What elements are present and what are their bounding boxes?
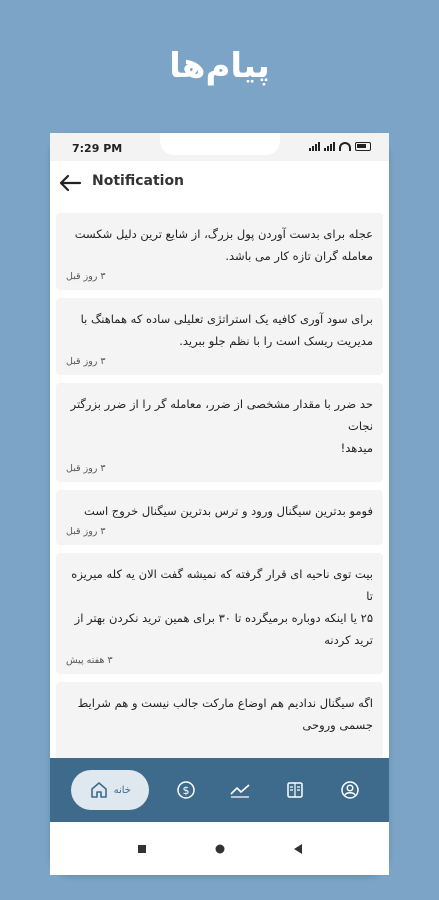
notification-list[interactable] xyxy=(50,213,389,785)
notification-text: فومو بدترین سیگنال ورود و ترس بدترین سیگنال خروج است xyxy=(84,504,373,518)
nav-chart[interactable] xyxy=(222,772,258,808)
book-icon xyxy=(285,780,305,800)
notification-card[interactable] xyxy=(56,213,383,290)
notification-time: ۳ روز قبل xyxy=(66,356,106,367)
back-system-button[interactable] xyxy=(289,840,307,858)
recents-button[interactable] xyxy=(133,840,151,858)
system-navigation xyxy=(50,822,389,875)
nav-dollar[interactable] xyxy=(168,772,204,808)
notification-text: اگه سیگنال ندادیم هم اوضاع مارکت جالب نیست و هم شرایط جسمی وروحی xyxy=(77,696,373,732)
notification-time: ۳ هفته پیش xyxy=(66,655,113,666)
notification-time: ۳ روز قبل xyxy=(66,526,106,537)
home-icon xyxy=(90,781,108,799)
back-triangle-icon xyxy=(293,844,303,854)
notification-text: برای سود آوری کافیه یک استراتژی تعلیلی ساده که هماهنگ با مدیریت ریسک است را با نظم جلو ببرید. xyxy=(80,312,373,348)
notification-time: ۳ روز قبل xyxy=(66,463,106,474)
nav-profile[interactable] xyxy=(332,772,368,808)
chart-icon xyxy=(229,780,251,800)
status-time: 7:29 PM xyxy=(72,142,123,155)
signal-icon-2 xyxy=(324,141,335,151)
notification-card[interactable] xyxy=(56,553,383,674)
battery-icon xyxy=(355,142,371,151)
notification-card[interactable] xyxy=(56,298,383,375)
home-system-button[interactable] xyxy=(211,840,229,858)
wifi-icon xyxy=(339,142,351,151)
header-title: Notification xyxy=(92,173,185,189)
notification-text: بیت توی ناحیه ای قرار گرفته که نمیشه گفت الان یه کله میریزه تا ۲۵ یا اینکه دوباره برمیگرده تا ۳۰ برای همین ترید نکردن بهتر از ترید کردنه xyxy=(71,567,373,647)
camera-notch xyxy=(160,133,280,155)
page-hero-title: پیام‌ها xyxy=(169,46,270,86)
status-icons xyxy=(309,141,371,151)
signal-icon xyxy=(309,141,320,151)
back-arrow-icon[interactable] xyxy=(58,173,82,193)
nav-book[interactable] xyxy=(277,772,313,808)
profile-icon xyxy=(340,780,360,800)
notification-text: حد ضرر با مقدار مشخصی از ضرر، معامله گر را از ضرر بزرگتر نجات میدهد! xyxy=(70,397,373,455)
nav-home[interactable] xyxy=(71,770,149,810)
notification-card[interactable] xyxy=(56,383,383,482)
notification-card[interactable] xyxy=(56,490,383,545)
bottom-navigation xyxy=(50,758,389,822)
home-circle-icon xyxy=(215,844,225,854)
app-header xyxy=(50,163,389,207)
notification-time: ۳ روز قبل xyxy=(66,271,106,282)
phone-frame xyxy=(50,133,389,875)
notification-text: عجله برای بدست آوردن پول بزرگ، از شایع ترین دلیل شکست معامله گران تازه کار می باشد. xyxy=(74,227,373,263)
recents-icon xyxy=(137,844,147,854)
nav-home-label: خانه xyxy=(113,784,131,796)
dollar-icon xyxy=(176,780,196,800)
svg-text:$: $ xyxy=(182,784,190,797)
